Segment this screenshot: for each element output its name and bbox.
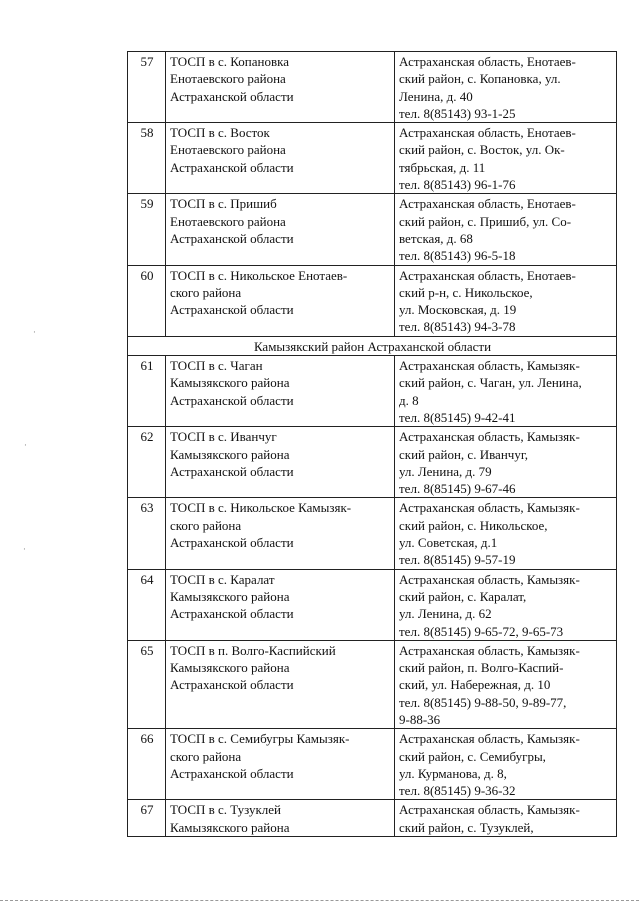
office-name: ТОСП в с. Семибугры Камызяк- ского района Астраханской области: [166, 729, 395, 800]
office-address: Астраханская область, Енотаев- ский район, с. Пришиб, ул. Со- ветская, д. 68 тел. 8(85143) 96-5-18: [395, 194, 617, 265]
row-number: 59: [128, 194, 166, 265]
row-number: 63: [128, 498, 166, 569]
office-address: Астраханская область, Енотаев- ский район, с. Восток, ул. Ок- тябрьская, д. 11 тел. 8(85143) 96-1-76: [395, 123, 617, 194]
office-address: Астраханская область, Камызяк- ский район, с. Никольское, ул. Советская, д.1 тел. 8(85145) 9-57-19: [395, 498, 617, 569]
row-number: 60: [128, 265, 166, 336]
table-row: [128, 52, 617, 123]
office-address: Астраханская область, Камызяк- ский район, с. Каралат, ул. Ленина, д. 62 тел. 8(85145) 9-65-72, 9-65-73: [395, 569, 617, 640]
office-address: Астраханская область, Камызяк- ский район, с. Семибугры, ул. Курманова, д. 8, тел. 8(85145) 9-36-32: [395, 729, 617, 800]
section-row: [128, 336, 617, 355]
table-row: [128, 194, 617, 265]
table-row: [128, 640, 617, 728]
office-address: Астраханская область, Камызяк- ский район, с. Чаган, ул. Ленина, д. 8 тел. 8(85145) 9-42-41: [395, 356, 617, 427]
row-number: 64: [128, 569, 166, 640]
row-number: 65: [128, 640, 166, 728]
table-row: [128, 729, 617, 800]
table-row: [128, 498, 617, 569]
table-row: [128, 123, 617, 194]
scan-speck: ·: [24, 441, 27, 451]
table-row: [128, 569, 617, 640]
row-number: 58: [128, 123, 166, 194]
row-number: 67: [128, 800, 166, 837]
office-name: ТОСП в с. Никольское Енотаев- ского района Астраханской области: [166, 265, 395, 336]
table-row: [128, 356, 617, 427]
page-bottom-rule: [0, 900, 639, 901]
office-name: ТОСП в с. Никольское Камызяк- ского района Астраханской области: [166, 498, 395, 569]
office-name: ТОСП в с. Каралат Камызякского района Астраханской области: [166, 569, 395, 640]
table-row: [128, 427, 617, 498]
office-name: ТОСП в с. Иванчуг Камызякского района Астраханской области: [166, 427, 395, 498]
office-name: ТОСП в п. Волго-Каспийский Камызякского района Астраханской области: [166, 640, 395, 728]
office-address: Астраханская область, Енотаев- ский район, с. Копановка, ул. Ленина, д. 40 тел. 8(85143) 93-1-25: [395, 52, 617, 123]
office-name: ТОСП в с. Копановка Енотаевского района Астраханской области: [166, 52, 395, 123]
row-number: 61: [128, 356, 166, 427]
row-number: 66: [128, 729, 166, 800]
table-row: [128, 265, 617, 336]
table-row: [128, 800, 617, 837]
office-name: ТОСП в с. Пришиб Енотаевского района Астраханской области: [166, 194, 395, 265]
office-address: Астраханская область, Камызяк- ский район, п. Волго-Каспий- ский, ул. Набережная, д. 10 тел. 8(85145) 9-88-50, 9-89-77, 9-88-36: [395, 640, 617, 728]
row-number: 57: [128, 52, 166, 123]
office-address: Астраханская область, Камызяк- ский район, с. Иванчуг, ул. Ленина, д. 79 тел. 8(85145) 9-67-46: [395, 427, 617, 498]
offices-table: [127, 51, 617, 837]
row-number: 62: [128, 427, 166, 498]
office-name: ТОСП в с. Восток Енотаевского района Астраханской области: [166, 123, 395, 194]
office-name: ТОСП в с. Тузуклей Камызякского района: [166, 800, 395, 837]
section-title: Камызякский район Астраханской области: [128, 336, 617, 355]
scan-speck: ·: [23, 545, 26, 555]
scan-speck: ·: [33, 328, 36, 338]
office-address: Астраханская область, Камызяк- ский район, с. Тузуклей,: [395, 800, 617, 837]
office-address: Астраханская область, Енотаев- ский р-н, с. Никольское, ул. Московская, д. 19 тел. 8(85143) 94-3-78: [395, 265, 617, 336]
office-name: ТОСП в с. Чаган Камызякского района Астраханской области: [166, 356, 395, 427]
